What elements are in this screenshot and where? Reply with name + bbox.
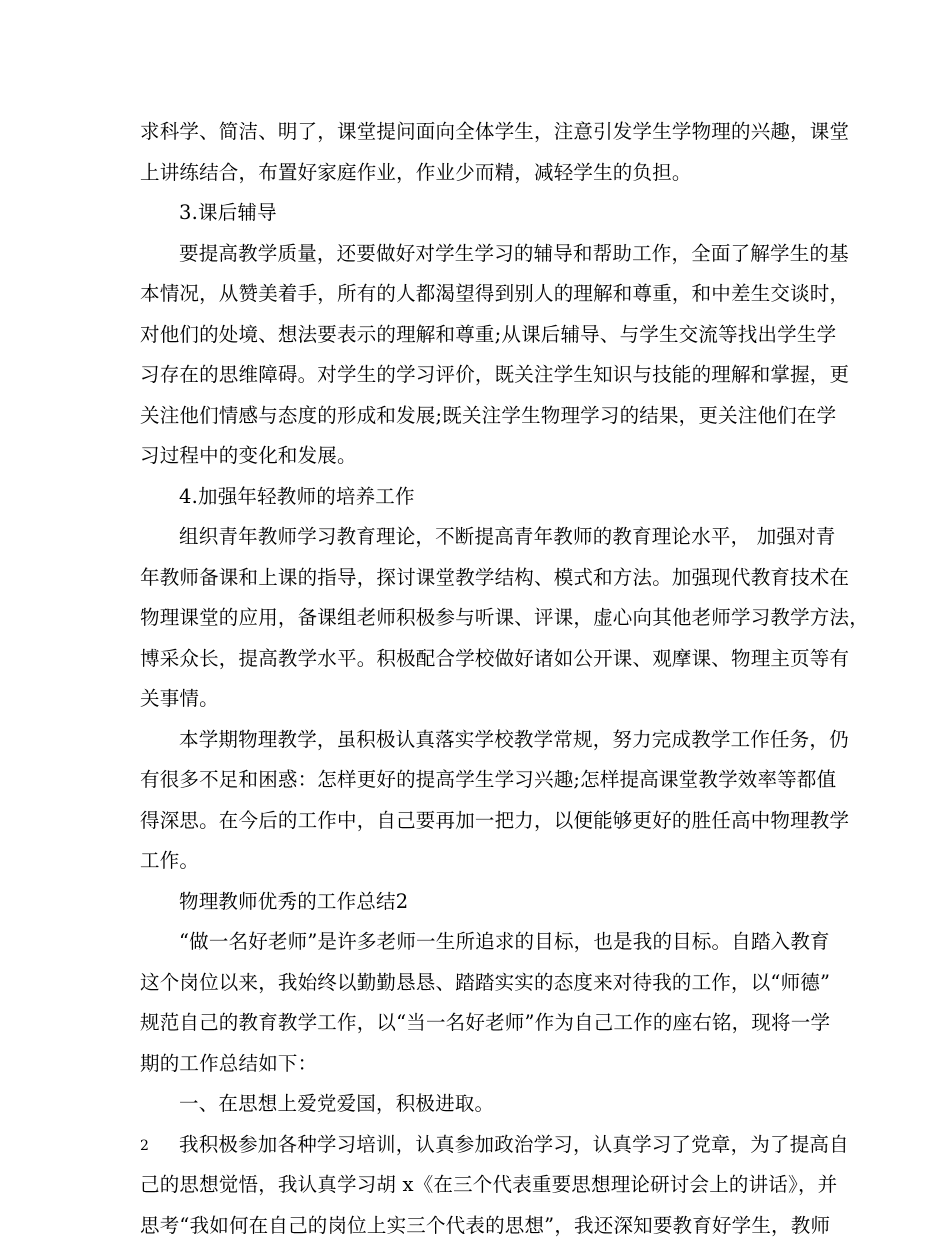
text-line: 求科学、简洁、明了，课堂提问面向全体学生，注意引发学生学物理的兴趣，课堂 bbox=[140, 112, 830, 153]
text-line: 工作。 bbox=[140, 841, 830, 882]
text-line: 年教师备课和上课的指导，探讨课堂教学结构、模式和方法。加强现代教育技术在 bbox=[140, 558, 830, 599]
text-line: 物理课堂的应用，备课组老师积极参与听课、评课，虚心向其他老师学习教学方法， bbox=[140, 598, 830, 639]
text-line: 本学期物理教学，虽积极认真落实学校教学常规，努力完成教学工作任务，仍 bbox=[140, 720, 830, 761]
text-line: 上讲练结合，布置好家庭作业，作业少而精，减轻学生的负担。 bbox=[140, 153, 830, 194]
text-line: 习存在的思维障碍。对学生的学习评价，既关注学生知识与技能的理解和掌握，更 bbox=[140, 355, 830, 396]
text-line: 己的思想觉悟，我认真学习胡 x《在三个代表重要思想理论研讨会上的讲话》，并 bbox=[140, 1165, 830, 1206]
text-line: 要提高教学质量，还要做好对学生学习的辅导和帮助工作，全面了解学生的基 bbox=[140, 234, 830, 275]
text-line: 物理教师优秀的工作总结2 bbox=[140, 882, 830, 923]
text-line: 规范自己的教育教学工作，以“当一名好老师”作为自己工作的座右铭，现将一学 bbox=[140, 1003, 830, 1044]
page-number: 2 bbox=[140, 1137, 149, 1155]
text-line: “做一名好老师”是许多老师一生所追求的目标，也是我的目标。自踏入教育 bbox=[140, 922, 830, 963]
text-line: 这个岗位以来，我始终以勤勤恳恳、踏踏实实的态度来对待我的工作，以“师德” bbox=[140, 963, 830, 1004]
text-line: 有很多不足和困惑：怎样更好的提高学生学习兴趣;怎样提高课堂教学效率等都值 bbox=[140, 760, 830, 801]
text-line: 本情况，从赞美着手，所有的人都渴望得到别人的理解和尊重，和中差生交谈时， bbox=[140, 274, 830, 315]
text-line: 3.课后辅导 bbox=[140, 193, 830, 234]
text-line: 我积极参加各种学习培训，认真参加政治学习，认真学习了党章，为了提高自 bbox=[140, 1125, 830, 1166]
text-line: 一、在思想上爱党爱国，积极进取。 bbox=[140, 1084, 830, 1125]
document-body bbox=[140, 112, 830, 1246]
text-line: 博采众长，提高教学水平。积极配合学校做好诸如公开课、观摩课、物理主页等有 bbox=[140, 639, 830, 680]
text-line: 对他们的处境、想法要表示的理解和尊重;从课后辅导、与学生交流等找出学生学 bbox=[140, 315, 830, 356]
text-line: 组织青年教师学习教育理论，不断提高青年教师的教育理论水平， 加强对青 bbox=[140, 517, 830, 558]
text-line: 关事情。 bbox=[140, 679, 830, 720]
text-line: 4.加强年轻教师的培养工作 bbox=[140, 477, 830, 518]
text-line: 期的工作总结如下： bbox=[140, 1044, 830, 1085]
text-line: 得深思。在今后的工作中，自己要再加一把力，以便能够更好的胜任高中物理教学 bbox=[140, 801, 830, 842]
text-line: 思考“我如何在自己的岗位上实三个代表的思想”，我还深知要教育好学生，教师 bbox=[140, 1206, 830, 1246]
text-line: 关注他们情感与态度的形成和发展;既关注学生物理学习的结果，更关注他们在学 bbox=[140, 396, 830, 437]
text-line: 习过程中的变化和发展。 bbox=[140, 436, 830, 477]
